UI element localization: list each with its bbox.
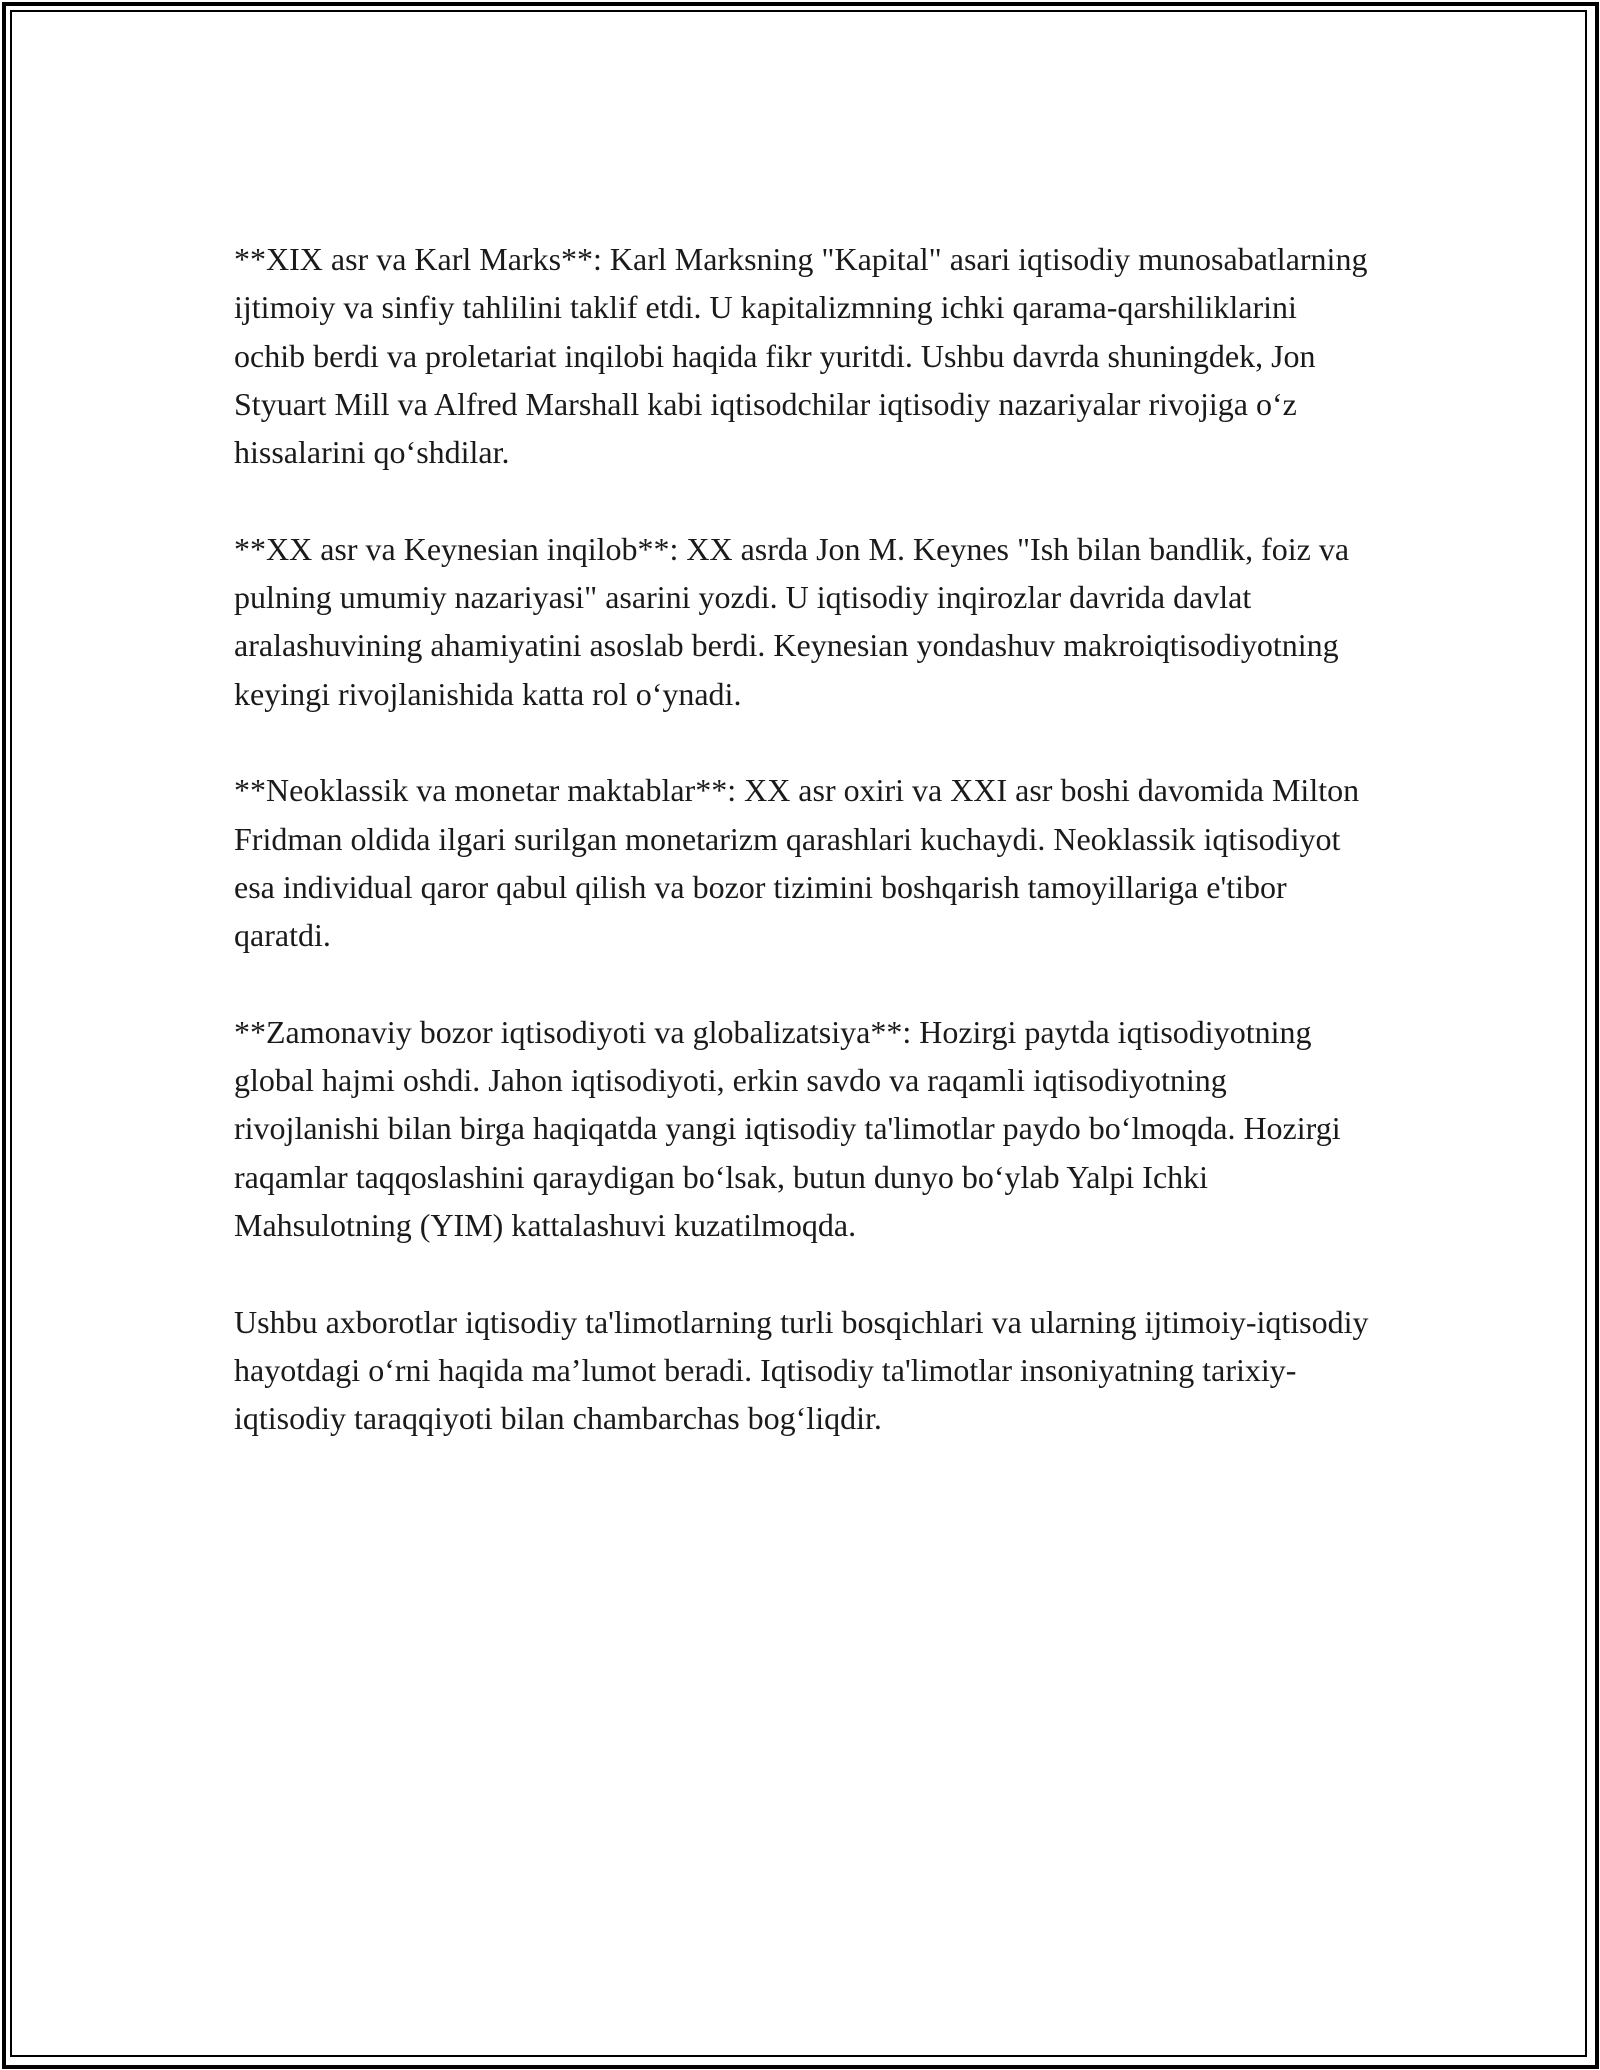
paragraph-xx-century-keynes: **XX asr va Keynesian inqilob**: XX asrda Jon M. Keynes "Ish bilan bandlik, foiz va pulning umumiy nazariyasi" asarini yozdi. U iqtisodiy inqirozlar davrida davlat aralashuvining ahamiyatini asoslab berdi. Keynesian yondashuv makroiqtisodiyotning keyingi rivojlanishida katta rol o‘ynadi.: [234, 530, 1350, 712]
paragraph-conclusion: Ushbu axborotlar iqtisodiy ta'limotlarning turli bosqichlari va ularning ijtimoiy-iqtisodiy hayotdagi o‘rni haqida ma’lumot beradi. Iqtisodiy ta'limotlar insoniyatning tarixiy-iqtisodiy taraqqiyoti bilan chambarchas bog‘liqdir.: [234, 1303, 1369, 1437]
paragraph-xix-century-marx: **XIX asr va Karl Marks**: Karl Marksning "Kapital" asari iqtisodiy munosabatlarning ijtimoiy va sinfiy tahlilini taklif etdi. U kapitalizmning ichki qarama-qarshiliklarini ochib berdi va proletariat inqilobi haqida fikr yuritdi. Ushbu davrda shuningdek, Jon Styuart Mill va Alfred Marshall kabi iqtisodchilar iqtisodiy nazariyalar rivojiga o‘z hissalarini qo‘shdilar.: [234, 241, 1368, 471]
paragraph-modern-globalization: **Zamonaviy bozor iqtisodiyoti va globalizatsiya**: Hozirgi paytda iqtisodiyotning global hajmi oshdi. Jahon iqtisodiyoti, erkin savdo va raqamli iqtisodiyotning rivojlanishi bilan birga haqiqatda yangi iqtisodiy ta'limotlar paydo bo‘lmoqda. Hozirgi raqamlar taqqoslashini qaraydigan bo‘lsak, butun dunyo bo‘ylab Yalpi Ichki Mahsulotning (YIM) kattalashuvi kuzatilmoqda.: [234, 1013, 1341, 1243]
document-body: [234, 235, 1369, 1491]
paragraph-neoclassical-monetary: **Neoklassik va monetar maktablar**: XX asr oxiri va XXI asr boshi davomida Milton Fridman oldida ilgari surilgan monetarizm qarashlari kuchaydi. Neoklassik iqtisodiyot esa individual qaror qabul qilish va bozor tizimini boshqarish tamoyillariga e'tibor qaratdi.: [234, 772, 1360, 954]
